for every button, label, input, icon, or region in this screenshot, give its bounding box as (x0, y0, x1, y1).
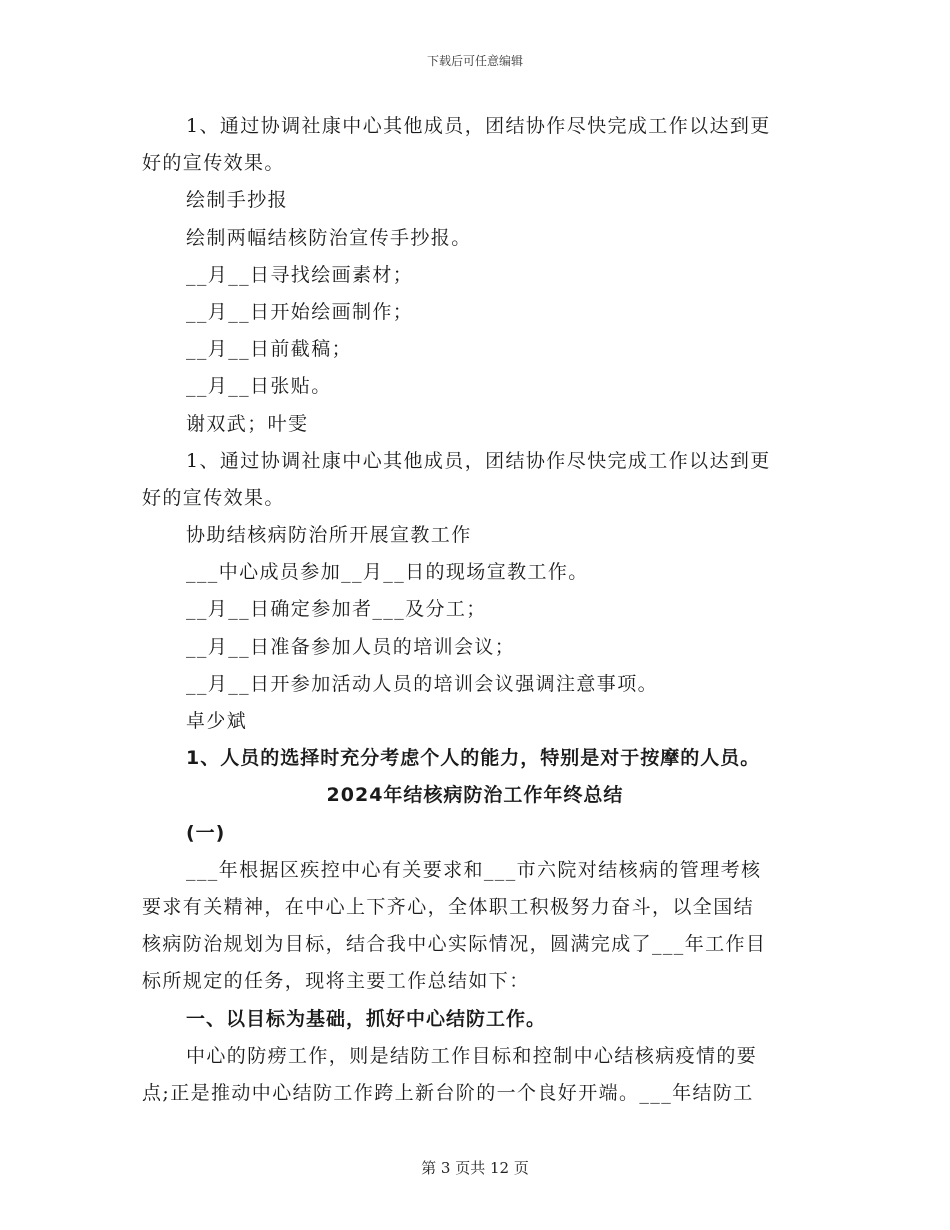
schedule-item: __月__日寻找绘画素材； (186, 263, 414, 286)
responsible-persons: 谢双武；叶雯 (186, 412, 309, 435)
paragraph-line: 好的宣传效果。 (142, 152, 285, 175)
page-footer: 第 3 页共 12 页 (421, 1159, 529, 1177)
schedule-item: __月__日开参加活动人员的培训会议强调注意事项。 (186, 672, 659, 695)
section-heading: 一、以目标为基础，抓好中心结防工作。 (186, 1007, 547, 1030)
paragraph-line: 绘制两幅结核防治宣传手抄报。 (186, 226, 472, 249)
section-heading: 协助结核病防治所开展宣教工作 (186, 524, 472, 547)
responsible-persons: 卓少斌 (186, 710, 248, 732)
paragraph-line: 核病防治规划为目标，结合我中心实际情况，圆满完成了___年工作目 (142, 933, 767, 956)
schedule-item: __月__日准备参加人员的培训会议； (186, 635, 516, 658)
section-number: (一) (186, 821, 226, 844)
paragraph-line: ___年根据区疾控中心有关要求和___市六院对结核病的管理考核 (186, 858, 762, 881)
paragraph-line: 1、通过协调社康中心其他成员，团结协作尽快完成工作以达到更 (186, 115, 771, 137)
paragraph-line: 点;正是推动中心结防工作跨上新台阶的一个良好开端。___年结防工 (142, 1081, 754, 1104)
schedule-item: __月__日开始绘画制作； (186, 300, 414, 323)
paragraph-line: 好的宣传效果。 (142, 486, 285, 509)
document-body (142, 108, 808, 1112)
schedule-item: __月__日张贴。 (186, 375, 332, 398)
bold-note: 1、人员的选择时充分考虑个人的能力，特别是对于按摩的人员。 (186, 747, 761, 770)
paragraph-line: 1、通过协调社康中心其他成员，团结协作尽快完成工作以达到更 (186, 449, 771, 472)
paragraph-line: 标所规定的任务，现将主要工作总结如下： (142, 970, 530, 993)
page-header: 下载后可任意编辑 (426, 54, 523, 68)
schedule-item: __月__日前截稿； (186, 338, 353, 361)
schedule-item: __月__日确定参加者___及分工； (186, 598, 487, 621)
section-heading: 绘制手抄报 (186, 189, 289, 212)
paragraph-line: 要求有关精神，在中心上下齐心，全体职工积极努力奋斗，以全国结 (142, 895, 755, 918)
document-title: 2024年结核病防治工作年终总结 (326, 784, 624, 807)
paragraph-line: 中心的防痨工作，则是结防工作目标和控制中心结核病疫情的要 (186, 1044, 758, 1067)
paragraph-line: ___中心成员参加__月__日的现场宣教工作。 (186, 561, 589, 584)
